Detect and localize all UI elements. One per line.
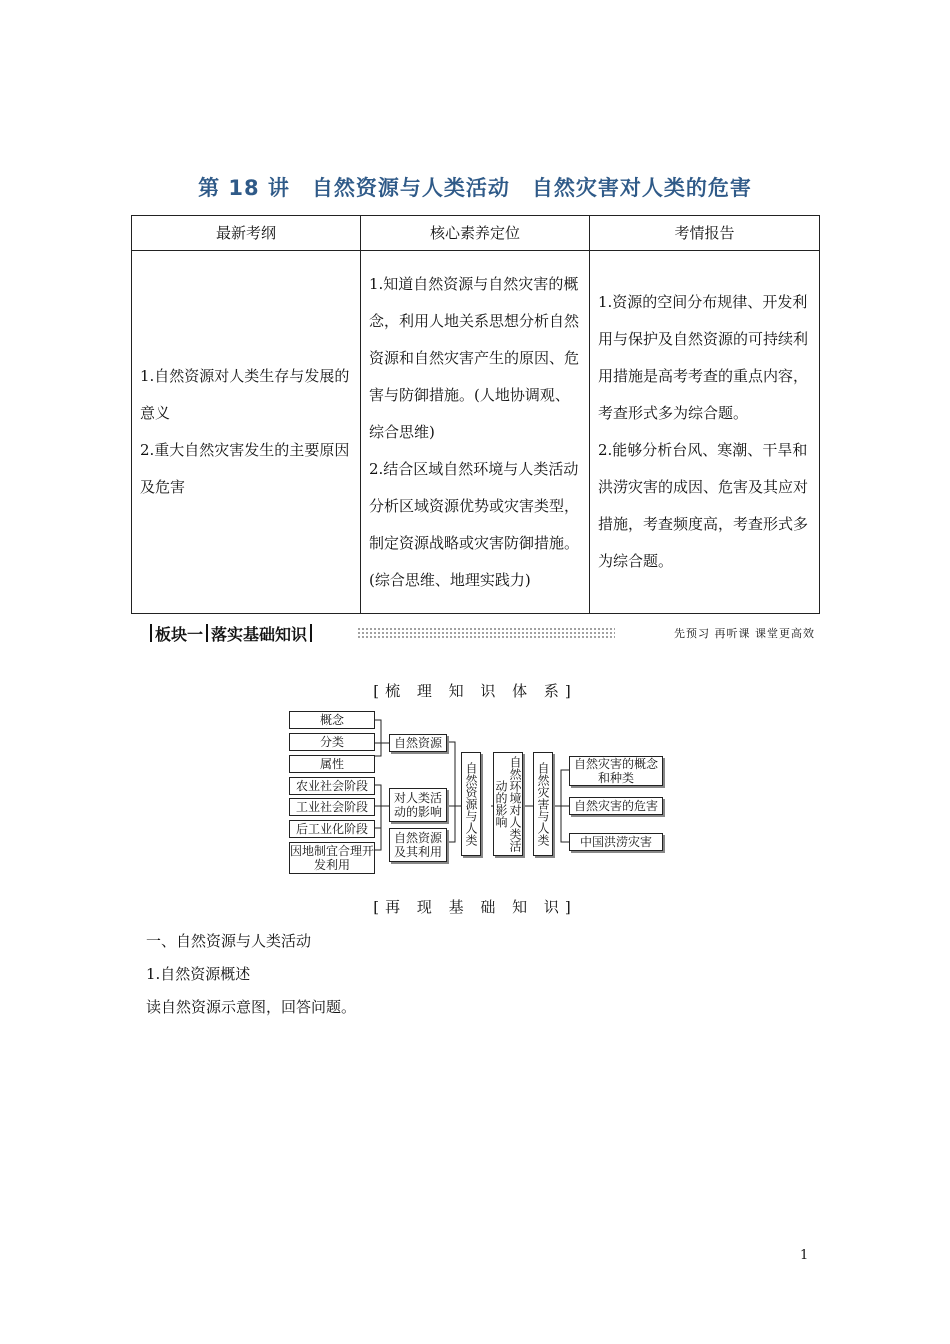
node-resources-and-use: 自然资源及其利用	[389, 828, 447, 862]
banner-divider	[150, 624, 152, 642]
node-resources-and-humans: 自然资源与人类	[461, 752, 481, 856]
banner-slogan: 先预习 再听课 课堂更高效	[674, 627, 815, 640]
outline-table	[131, 215, 820, 614]
literacy-item: 1.知道自然资源与自然灾害的概念，利用人地关系思想分析自然资源和自然灾害产生的原因、危害与防御措施。(人地协调观、综合思维)	[369, 274, 580, 441]
report-item: 2.能够分析台风、寒潮、干旱和洪涝灾害的成因、危害及其应对措施，考查频度高，考查形式多为综合题。	[598, 441, 809, 570]
banner-dotted-pattern	[357, 627, 615, 639]
report-item: 1.资源的空间分布规律、开发利用与保护及自然资源的可持续利用措施是高考考查的重点内容，考查形式多为综合题。	[598, 293, 809, 422]
node-disaster-harm: 自然灾害的危害	[569, 797, 663, 815]
node-disaster-concept: 自然灾害的概念和种类	[569, 756, 663, 786]
node-disasters-and-humans: 自然灾害与人类	[533, 752, 553, 856]
node-attribute: 属性	[289, 755, 375, 773]
page-title: 第 18 讲 自然资源与人类活动 自然灾害对人类的危害	[198, 176, 752, 200]
basic-knowledge-heading: [再 现 基 础 知 识]	[373, 898, 577, 916]
node-agricultural-stage: 农业社会阶段	[289, 777, 375, 795]
header-latest-syllabus: 最新考纲	[132, 216, 361, 251]
node-environment-impact: 自然环境对人类活动的影响	[493, 752, 523, 856]
banner-divider	[310, 624, 312, 642]
node-concept: 概念	[289, 711, 375, 729]
banner-label-part2: 落实基础知识	[211, 624, 308, 644]
banner-divider	[206, 624, 208, 642]
node-industrial-stage: 工业社会阶段	[289, 798, 375, 816]
syllabus-item: 1.自然资源对人类生存与发展的意义	[140, 367, 350, 422]
header-core-literacy: 核心素养定位	[361, 216, 590, 251]
node-local-development: 因地制宜合理开发利用	[290, 844, 375, 872]
banner-label	[147, 622, 315, 644]
report-cell	[590, 251, 820, 614]
header-exam-report: 考情报告	[590, 216, 820, 251]
page-number: 1	[800, 1248, 809, 1263]
node-china-flood: 中国洪涝灾害	[569, 833, 663, 851]
section-heading-1: 一、自然资源与人类活动	[146, 932, 312, 950]
instruction-text: 读自然资源示意图，回答问题。	[146, 998, 357, 1016]
node-impact-on-human: 对人类活动的影响	[389, 788, 447, 822]
literacy-cell	[361, 251, 590, 614]
knowledge-system-heading: [梳 理 知 识 体 系]	[373, 682, 577, 700]
syllabus-item: 2.重大自然灾害发生的主要原因及危害	[140, 441, 350, 496]
syllabus-cell	[132, 251, 361, 614]
node-post-industrial-stage: 后工业化阶段	[289, 820, 375, 838]
section-banner	[147, 622, 815, 644]
node-natural-resources: 自然资源	[389, 734, 447, 752]
section-heading-2: 1.自然资源概述	[146, 965, 251, 983]
banner-label-part1: 板块一	[155, 624, 204, 644]
node-classification: 分类	[289, 733, 375, 751]
literacy-item: 2.结合区域自然环境与人类活动分析区域资源优势或灾害类型，制定资源战略或灾害防御措施。(综合思维、地理实践力)	[369, 459, 580, 589]
